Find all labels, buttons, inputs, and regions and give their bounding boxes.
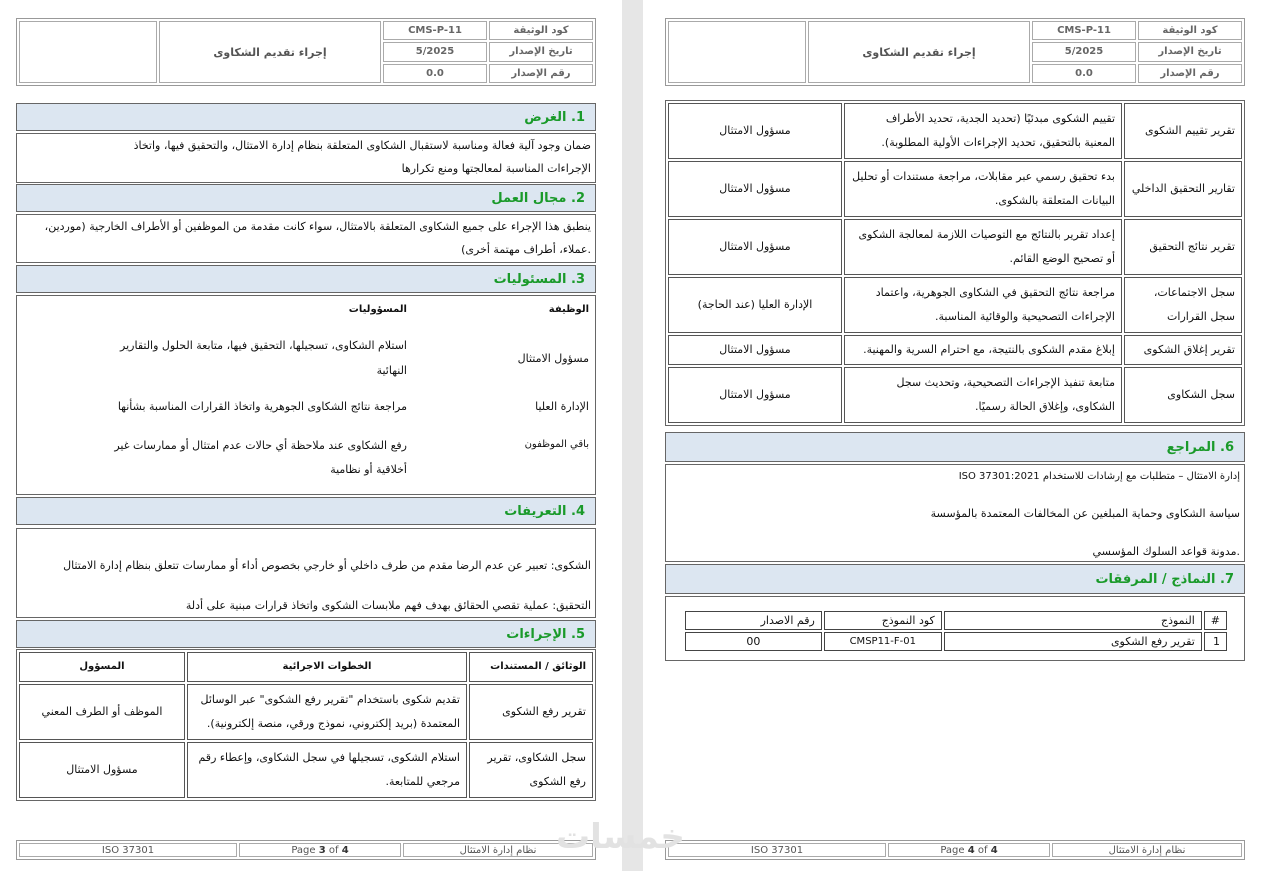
proc-row-2-docs	[469, 742, 593, 798]
proc-row-7-steps: إبلاغ مقدم الشكوى بالنتيجة، مع احترام السرية والمهنية.	[844, 335, 1122, 365]
resp-row-3-line-2: أخلاقية أو نظامية	[330, 463, 407, 476]
proc-row-7-docs: تقرير إغلاق الشكوى	[1124, 335, 1242, 365]
proc-row-6-step-line-1: مراجعة نتائج التحقيق في الشكاوى الجوهرية، واعتماد	[875, 286, 1115, 299]
proc-row-2-step-line-1: استلام الشكوى، تسجيلها في سجل الشكاوى، وإعطاء رقم	[198, 751, 460, 764]
proc-row-6-docs	[1124, 277, 1242, 333]
proc-row-5-step-line-2: أو تصحيح الوضع القائم.	[1009, 252, 1115, 265]
proc-row-6-doc-line-2: سجل القرارات	[1167, 310, 1235, 323]
page-gutter	[622, 0, 643, 871]
proc-row-5-owner: مسؤول الامتثال	[668, 219, 842, 275]
page-4	[643, 0, 1265, 871]
forms-col-version: رقم الاصدار	[685, 611, 822, 630]
watermark-logo: خمسات	[556, 817, 685, 857]
page-3	[0, 0, 622, 871]
proc-row-1-steps	[187, 684, 467, 740]
proc-row-8-steps	[844, 367, 1122, 423]
proc-col-steps: الخطوات الاجرائية	[187, 652, 467, 682]
proc-row-1-step-line-1: تقديم شكوى باستخدام "تقرير رفع الشكوى" عبر الوسائل	[200, 693, 460, 706]
resp-row-3-line-1: رفع الشكاوى عند ملاحظة أي حالات عدم امتثال أو ممارسات غير	[114, 439, 407, 452]
code-value: CMS-P-11	[1032, 21, 1136, 40]
proc-row-4-step-line-2: البيانات المتعلقة بالشكوى.	[994, 194, 1115, 207]
proc-row-2-step-line-2: مرجعي للمتابعة.	[385, 775, 460, 788]
forms-col-num: #	[1204, 611, 1227, 630]
proc-row-4-owner: مسؤول الامتثال	[668, 161, 842, 217]
footer-page-number: Page 4 of 4	[888, 843, 1050, 857]
proc-row-8-docs: سجل الشكاوى	[1124, 367, 1242, 423]
proc-row-4-docs: تقارير التحقيق الداخلي	[1124, 161, 1242, 217]
footer-standard: ISO 37301	[19, 843, 237, 857]
resp-row-3-role: باقي الموظفون	[524, 439, 589, 450]
proc-row-2-steps	[187, 742, 467, 798]
issue-date-label: تاريخ الإصدار	[489, 42, 593, 61]
proc-row-6-step-line-2: الإجراءات التصحيحية والوقائية المناسبة.	[935, 310, 1115, 323]
issue-date-label: تاريخ الإصدار	[1138, 42, 1242, 61]
version-label: رقم الإصدار	[489, 64, 593, 83]
scope-content	[16, 214, 596, 263]
proc-row-2-owner: مسؤول الامتثال	[19, 742, 185, 798]
proc-row-2-doc-line-2: رفع الشكوى	[529, 775, 586, 788]
section-purpose-title: 1. الغرض	[16, 103, 596, 131]
forms-row-1-num: 1	[1204, 632, 1227, 651]
resp-row-2-line-1: مراجعة نتائج الشكاوى الجوهرية واتخاذ القرارات المناسبة بشأنها	[117, 400, 407, 413]
proc-row-3-steps	[844, 103, 1122, 159]
purpose-line-2: الإجراءات المناسبة لمعالجتها ومنع تكرارها	[401, 162, 591, 175]
forms-row-1-form: تقرير رفع الشكوى	[944, 632, 1202, 651]
resp-row-1-line-2: النهائية	[376, 364, 407, 377]
logo-area	[668, 21, 806, 83]
definitions-content	[16, 528, 596, 618]
procedures-table-page-4	[665, 100, 1245, 426]
code-label: كود الوثيقة	[1138, 21, 1242, 40]
definition-complaint: الشكوى: تعبير عن عدم الرضا مقدم من طرف داخلي أو خارجي بخصوص أداء أو ممارسات تتعلق بنظام إدارة الامتثال	[63, 559, 591, 572]
page-footer-4	[665, 840, 1245, 860]
proc-row-4-steps	[844, 161, 1122, 217]
forms-col-code: كود النموذج	[824, 611, 942, 630]
resp-row-2-role: الإدارة العليا	[535, 400, 589, 413]
version-label: رقم الإصدار	[1138, 64, 1242, 83]
proc-row-8-step-line-2: الشكاوى، وإغلاق الحالة رسميًا.	[975, 400, 1115, 413]
forms-row-1-version: 00	[685, 632, 822, 651]
section-forms-title: 7. النماذج / المرفقات	[665, 564, 1245, 594]
definition-investigation: التحقيق: عملية تقصي الحقائق بهدف فهم ملابسات الشكوى واتخاذ قرارات مبنية على أدلة	[185, 599, 591, 612]
proc-row-6-steps	[844, 277, 1122, 333]
footer-system: نظام إدارة الامتثال	[403, 843, 593, 857]
references-content	[665, 464, 1245, 562]
document-title: إجراء تقديم الشكاوى	[808, 21, 1030, 83]
proc-row-4-step-line-1: بدء تحقيق رسمي عبر مقابلات، مراجعة مستندات أو تحليل	[852, 170, 1115, 183]
responsibilities-table	[16, 295, 596, 495]
footer-standard: ISO 37301	[668, 843, 886, 857]
proc-row-8-step-line-1: متابعة تنفيذ الإجراءات التصحيحية، وتحديث سجل	[896, 376, 1115, 389]
proc-row-5-step-line-1: إعداد تقرير بالنتائج مع التوصيات اللازمة لمعالجة الشكوى	[858, 228, 1115, 241]
reference-policy: سياسة الشكاوى وحماية المبلغين عن المخالفات المعتمدة بالمؤسسة	[930, 507, 1240, 520]
version-value: 0.0	[1032, 64, 1136, 83]
resp-col-responsibilities: المسؤوليات	[348, 304, 407, 315]
purpose-line-1: ضمان وجود آلية فعالة ومناسبة لاستقبال الشكاوى المتعلقة بنظام إدارة الامتثال، والتحقيق فيها، واتخاذ	[133, 139, 591, 152]
document-title: إجراء تقديم الشكاوى	[159, 21, 381, 83]
section-references-title: 6. المراجع	[665, 432, 1245, 462]
section-responsibilities-title: 3. المسئوليات	[16, 265, 596, 293]
resp-row-1-role: مسؤول الامتثال	[517, 352, 589, 365]
proc-row-3-step-line-1: تقييم الشكوى مبدئيًا (تحديد الجدية، تحديد الأطراف	[885, 112, 1115, 125]
proc-row-1-doc: تقرير رفع الشكوى	[502, 705, 586, 718]
issue-date-value: 5/2025	[383, 42, 487, 61]
footer-system: نظام إدارة الامتثال	[1052, 843, 1242, 857]
document-header	[16, 18, 596, 86]
document-header	[665, 18, 1245, 86]
proc-row-6-doc-line-1: سجل الاجتماعات،	[1153, 286, 1235, 299]
reference-code-of-conduct: .مدونة قواعد السلوك المؤسسي	[1092, 545, 1240, 558]
proc-row-3-step-line-2: المعنية بالتحقيق، تحديد الإجراءات الأولية المطلوبة).	[881, 136, 1115, 149]
purpose-content	[16, 133, 596, 183]
section-procedures-title: 5. الإجراءات	[16, 620, 596, 648]
proc-row-8-owner: مسؤول الامتثال	[668, 367, 842, 423]
proc-row-1-owner: الموظف أو الطرف المعني	[19, 684, 185, 740]
proc-col-owner: المسؤول	[19, 652, 185, 682]
section-scope-title: 2. مجال العمل	[16, 184, 596, 212]
code-value: CMS-P-11	[383, 21, 487, 40]
proc-row-5-steps	[844, 219, 1122, 275]
proc-row-2-doc-line-1: سجل الشكاوى، تقرير	[487, 751, 586, 764]
proc-row-7-owner: مسؤول الامتثال	[668, 335, 842, 365]
section-definitions-title: 4. التعريفات	[16, 497, 596, 525]
forms-table	[683, 609, 1229, 653]
scope-line-2: .عملاء، أطراف مهتمة أخرى)	[461, 243, 591, 256]
code-label: كود الوثيقة	[489, 21, 593, 40]
version-value: 0.0	[383, 64, 487, 83]
proc-row-3-docs: تقرير تقييم الشكوى	[1124, 103, 1242, 159]
resp-row-1-line-1: استلام الشكاوى، تسجيلها، التحقيق فيها، متابعة الحلول والتقارير	[120, 339, 407, 352]
proc-row-5-docs: تقرير نتائج التحقيق	[1124, 219, 1242, 275]
logo-area	[19, 21, 157, 83]
procedures-table-page-3	[16, 649, 596, 801]
footer-page-number: Page 3 of 4	[239, 843, 401, 857]
issue-date-value: 5/2025	[1032, 42, 1136, 61]
proc-row-1-docs	[469, 684, 593, 740]
proc-row-3-owner: مسؤول الامتثال	[668, 103, 842, 159]
page-footer-3	[16, 840, 596, 860]
forms-row-1-code: CMSP11-F-01	[824, 632, 942, 651]
forms-col-form: النموذج	[944, 611, 1202, 630]
proc-row-6-owner: الإدارة العليا (عند الحاجة)	[668, 277, 842, 333]
proc-row-1-step-line-2: المعتمدة (بريد إلكتروني، نموذج ورقي، منصة إلكترونية).	[206, 717, 460, 730]
proc-col-docs: الوثائق / المستندات	[469, 652, 593, 682]
forms-content	[665, 596, 1245, 661]
resp-col-role: الوظيفة	[548, 304, 589, 315]
scope-line-1: ينطبق هذا الإجراء على جميع الشكاوى المتعلقة بالامتثال، سواء كانت مقدمة من الموظفين أو الأطراف الخارجية (موردين،	[44, 220, 591, 233]
reference-iso: إدارة الامتثال – متطلبات مع إرشادات للاستخدام ISO 37301:2021	[958, 471, 1240, 482]
